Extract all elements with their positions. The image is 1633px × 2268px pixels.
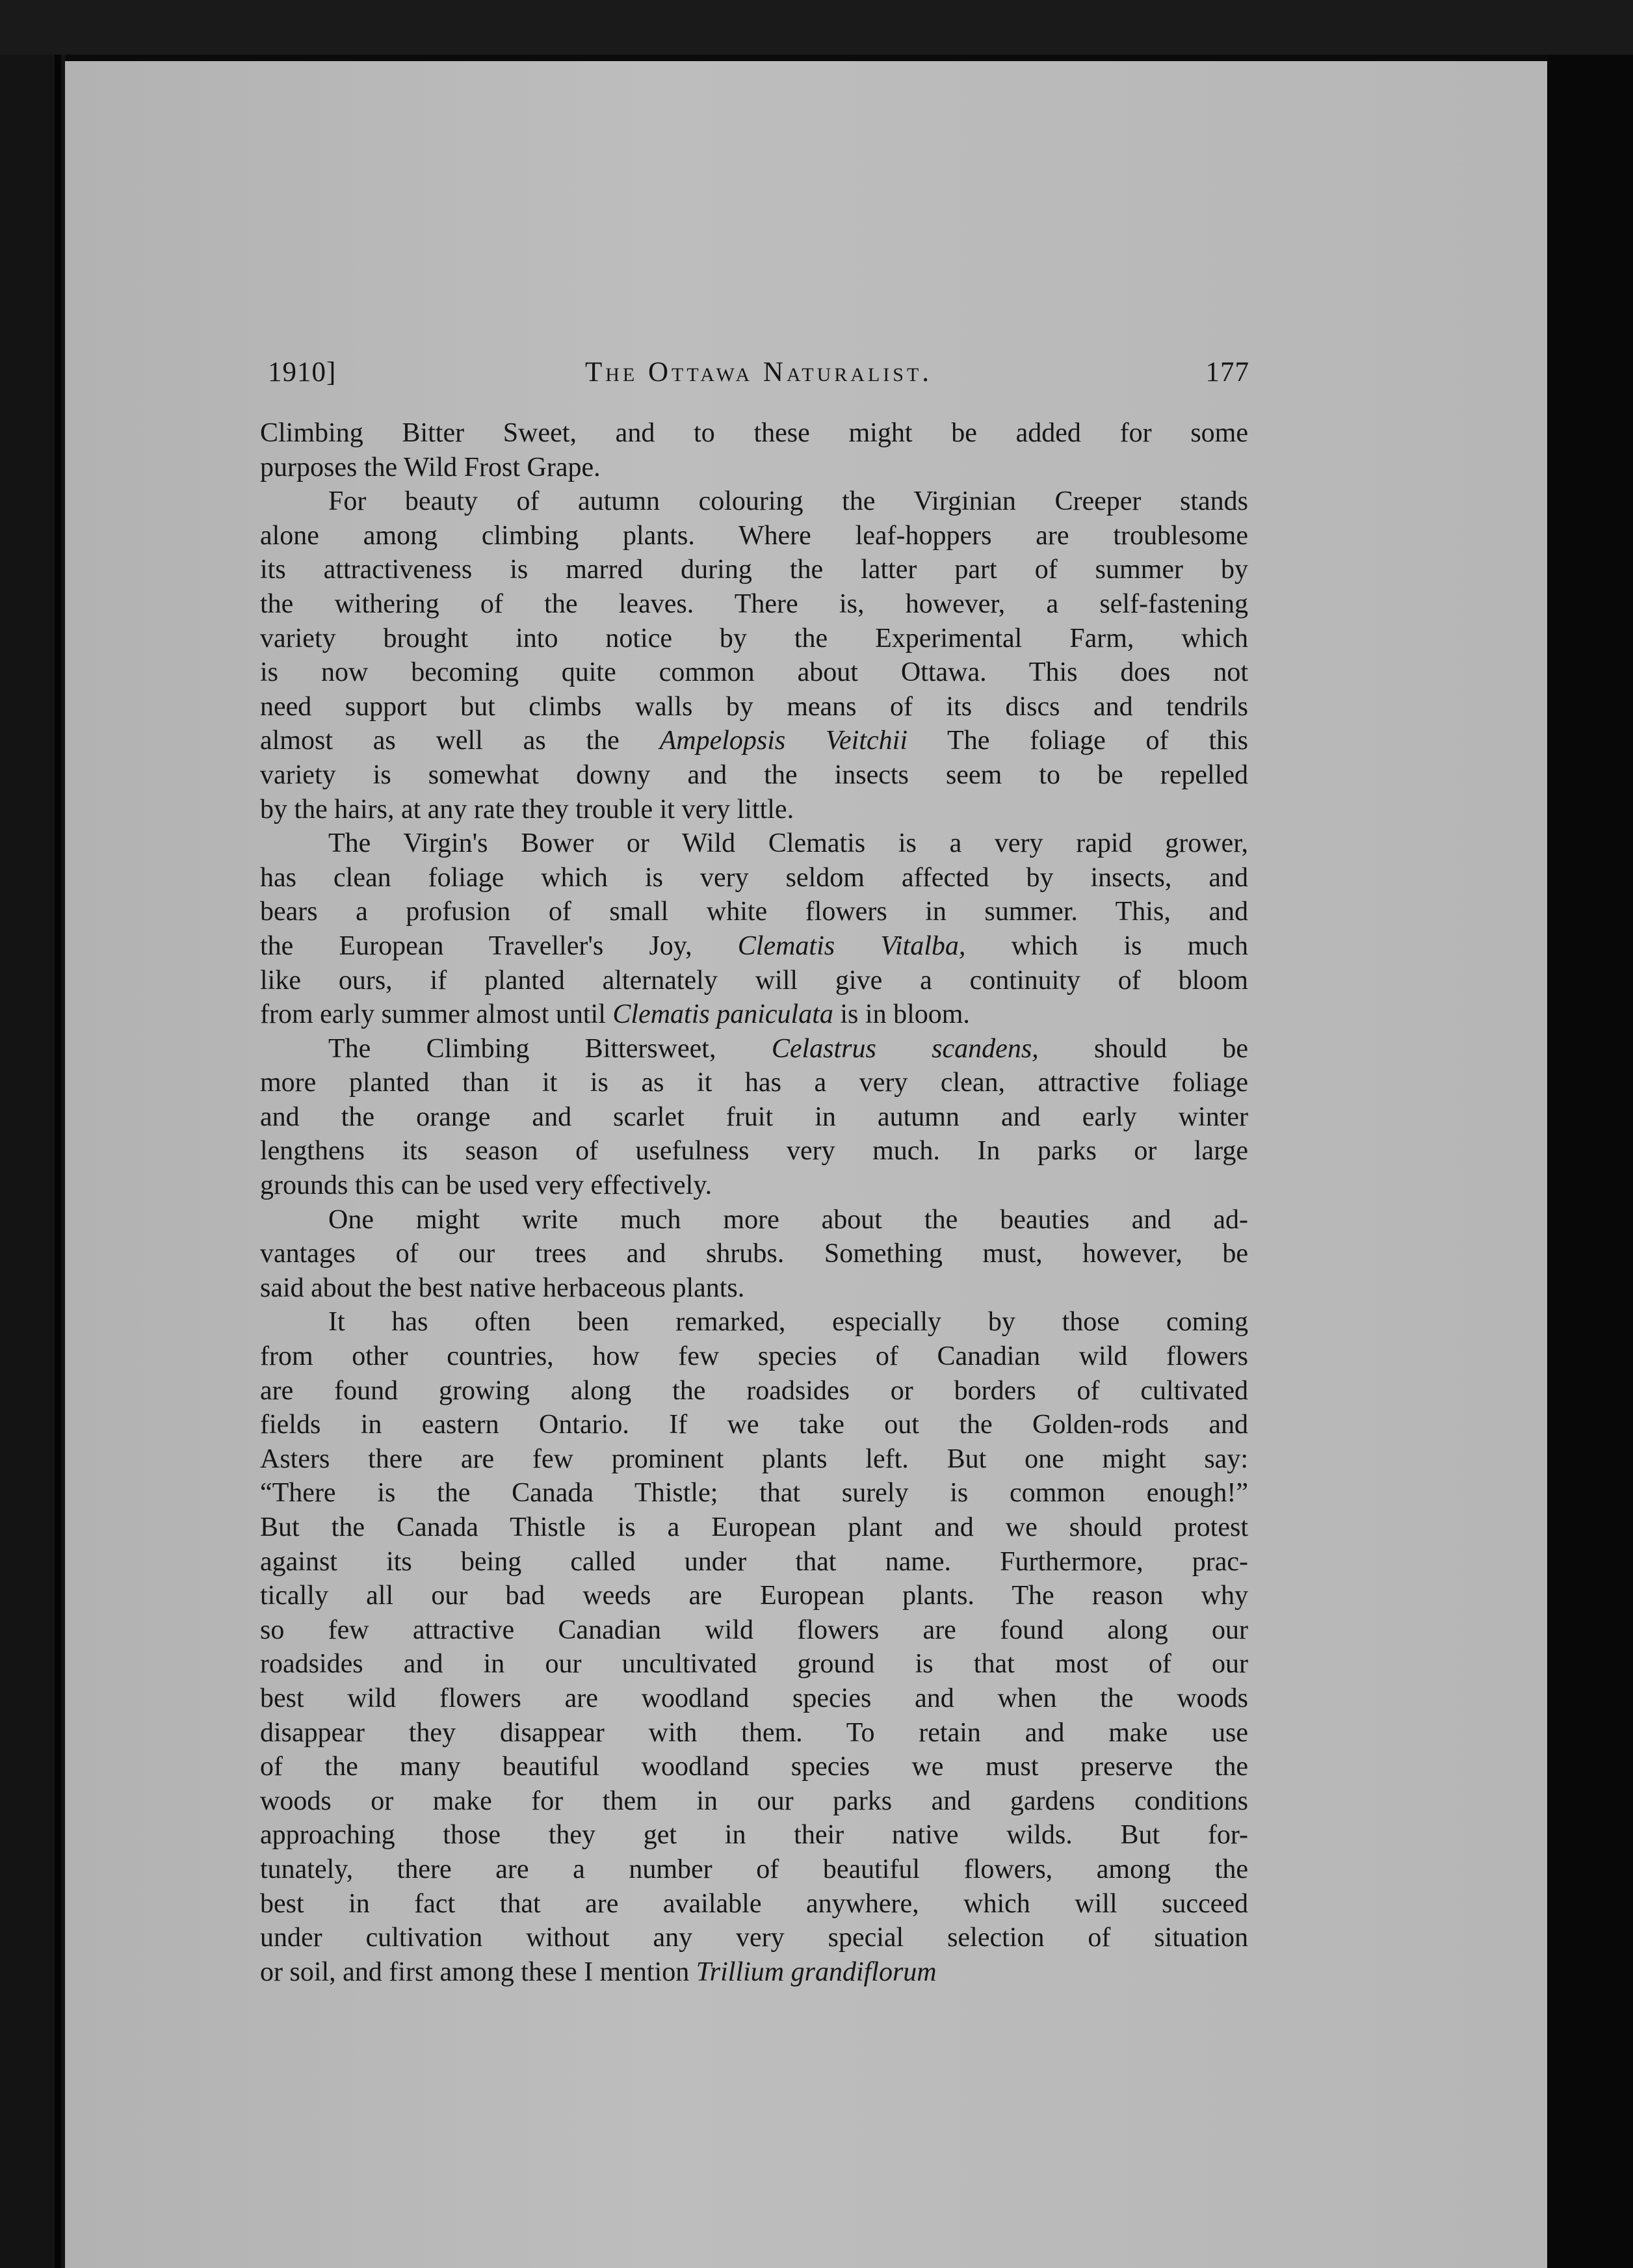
- running-head: [268, 356, 1249, 395]
- text-line: is now becoming quite common about Ottawa. This does not: [260, 657, 1248, 688]
- text-line: has clean foliage which is very seldom affected by insects, and: [260, 862, 1248, 893]
- text-line: But the Canada Thistle is a European plant and we should protest: [260, 1512, 1248, 1542]
- text-line: by the hairs, at any rate they trouble it very little.: [260, 794, 794, 824]
- text-line: more planted than it is as it has a very clean, attractive foliage: [260, 1068, 1248, 1098]
- text-line: Asters there are few prominent plants left. But one might say:: [260, 1444, 1248, 1474]
- text-line: “There is the Canada Thistle; that surely is common enough!”: [260, 1478, 1248, 1509]
- text-line: its attractiveness is marred during the latter part of summer by: [260, 555, 1248, 585]
- body-text: [260, 416, 1248, 1989]
- species-name: Ampelopsis Veitchii: [659, 726, 908, 756]
- text-line: variety is somewhat downy and the insects seem to be repelled: [260, 759, 1248, 790]
- scan-left-rule: [55, 55, 61, 2268]
- text-line: the European Traveller's Joy, Clematis Vitalba, which is much: [260, 930, 1248, 961]
- running-head-year: 1910]: [268, 357, 337, 388]
- text-line: or soil, and first among these I mention Trillium grandiflorum: [260, 1957, 937, 1987]
- text-line: roadsides and in our uncultivated ground is that most of our: [260, 1649, 1248, 1680]
- text-line: One might write much more about the beauties and ad-: [328, 1204, 1248, 1235]
- text-line: purposes the Wild Frost Grape.: [260, 452, 601, 482]
- text-line: the withering of the leaves. There is, however, a self-fastening: [260, 588, 1248, 619]
- text-line: lengthens its season of usefulness very much. In parks or large: [260, 1136, 1248, 1167]
- text-line: It has often been remarked, especially by those coming: [328, 1307, 1248, 1338]
- text-line: of the many beautiful woodland species we must preserve the: [260, 1752, 1248, 1782]
- text-line: said about the best native herbaceous plants.: [260, 1272, 745, 1303]
- text-line: tunately, there are a number of beautiful flowers, among the: [260, 1854, 1248, 1884]
- text-line: almost as well as the Ampelopsis Veitchii The foliage of this: [260, 726, 1248, 756]
- species-name: Clematis paniculata: [612, 999, 833, 1030]
- text-line: need support but climbs walls by means of its discs and tendrils: [260, 691, 1248, 722]
- text-line: variety brought into notice by the Experimental Farm, which: [260, 623, 1248, 653]
- text-line: against its being called under that name. Furthermore, prac-: [260, 1546, 1248, 1577]
- text-line: like ours, if planted alternately will give a continuity of bloom: [260, 965, 1248, 996]
- text-line: approaching those they get in their native wilds. But for-: [260, 1820, 1248, 1851]
- text-line: from other countries, how few species of Canadian wild flowers: [260, 1341, 1248, 1372]
- text-line: The Virgin's Bower or Wild Clematis is a very rapid grower,: [328, 828, 1248, 859]
- text-line: fields in eastern Ontario. If we take out the Golden-rods and: [260, 1410, 1248, 1440]
- text-line: and the orange and scarlet fruit in autumn and early winter: [260, 1101, 1248, 1132]
- text-line: are found growing along the roadsides or borders of cultivated: [260, 1375, 1248, 1406]
- text-line: best in fact that are available anywhere, which will succeed: [260, 1888, 1248, 1919]
- text-line: alone among climbing plants. Where leaf-hoppers are troublesome: [260, 520, 1248, 551]
- text-line: The Climbing Bittersweet, Celastrus scandens, should be: [328, 1033, 1248, 1064]
- scan-top-strip: [0, 0, 1633, 55]
- species-name: Clematis Vitalba,: [737, 930, 966, 961]
- text-line: grounds this can be used very effectively.: [260, 1170, 712, 1201]
- text-line: so few attractive Canadian wild flowers are found along our: [260, 1615, 1248, 1645]
- text-line: from early summer almost until Clematis paniculata is in bloom.: [260, 999, 970, 1030]
- text-line: tically all our bad weeds are European plants. The reason why: [260, 1581, 1248, 1611]
- page-number: 177: [1205, 357, 1249, 388]
- text-line: vantages of our trees and shrubs. Something must, however, be: [260, 1239, 1248, 1269]
- text-line: Climbing Bitter Sweet, and to these might be added for some: [260, 418, 1248, 448]
- species-name: Trillium grandiflorum: [696, 1957, 937, 1987]
- text-line: woods or make for them in our parks and gardens conditions: [260, 1786, 1248, 1816]
- species-name: Celastrus scandens,: [771, 1033, 1039, 1064]
- text-line: best wild flowers are woodland species and when the woods: [260, 1683, 1248, 1713]
- text-line: disappear they disappear with them. To retain and make use: [260, 1717, 1248, 1748]
- text-line: under cultivation without any very special selection of situation: [260, 1923, 1248, 1953]
- scan-right-band: [1547, 55, 1633, 2268]
- running-head-title: The Ottawa Naturalist.: [584, 357, 933, 388]
- text-line: bears a profusion of small white flowers in summer. This, and: [260, 897, 1248, 927]
- text-line: For beauty of autumn colouring the Virginian Creeper stands: [328, 486, 1248, 517]
